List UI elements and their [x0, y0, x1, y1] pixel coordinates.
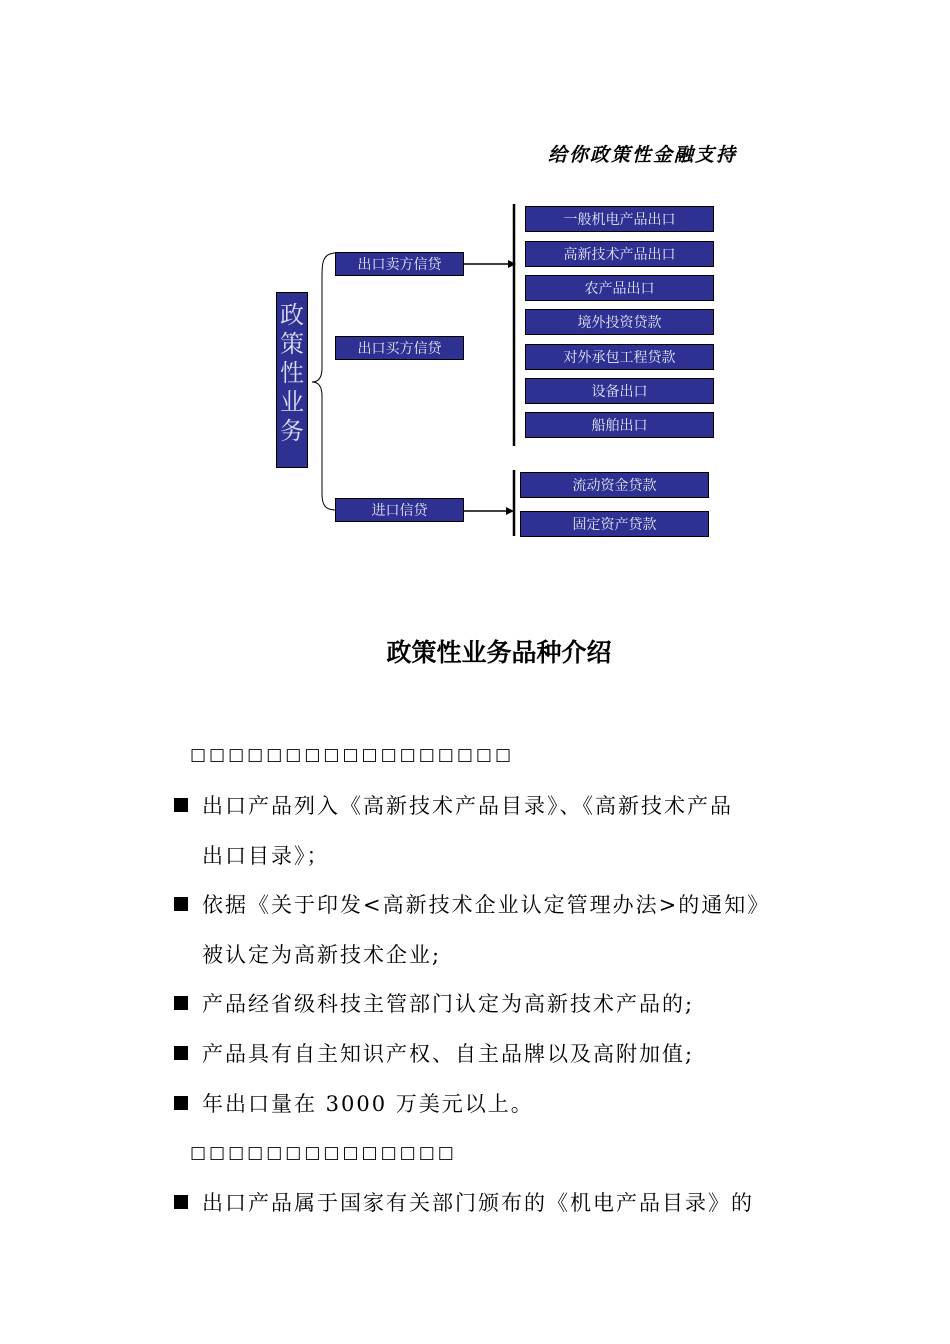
- bullet-square-icon: [174, 1046, 188, 1060]
- bullet-square-icon: [174, 897, 188, 911]
- list-item: 出口产品属于国家有关部门颁布的《机电产品目录》的: [174, 1178, 824, 1228]
- item-overseas-investment-loan: 境外投资贷款: [525, 309, 714, 335]
- item-working-capital-loan: 流动资金贷款: [520, 472, 709, 498]
- root-box-policy-business: 政 策 性 业 务: [276, 292, 308, 468]
- list-item: 产品具有自主知识产权、自主品牌以及高附加值;: [174, 1029, 824, 1079]
- list-item: 依据《关于印发<高新技术企业认定管理办法>的通知》 被认定为高新技术企业;: [174, 880, 824, 980]
- brace-connector: [312, 253, 336, 510]
- item-fixed-asset-loan: 固定资产贷款: [520, 511, 709, 537]
- bullet-square-icon: [174, 996, 188, 1010]
- branch-export-seller-credit: 出口卖方信贷: [335, 252, 464, 276]
- list-item: 年出口量在 3000 万美元以上。: [174, 1079, 824, 1129]
- section1-heading: □□□□□□□□□□□□□□□□□: [190, 745, 515, 765]
- item-ship-export: 船舶出口: [525, 412, 714, 438]
- item-general-electromechanical: 一般机电产品出口: [525, 206, 714, 232]
- header-tagline: 给你政策性金融支持: [548, 144, 738, 166]
- item-overseas-contracting-loan: 对外承包工程贷款: [525, 344, 714, 370]
- bullet-square-icon: [174, 1195, 188, 1209]
- branch-export-buyer-credit: 出口买方信贷: [335, 336, 464, 360]
- item-high-tech-export: 高新技术产品出口: [525, 241, 714, 267]
- document-title: 政策性业务品种介绍: [386, 638, 612, 667]
- list-item: 出口产品列入《高新技术产品目录》、《高新技术产品 出口目录》；: [174, 781, 824, 881]
- list-item: 产品经省级科技主管部门认定为高新技术产品的;: [174, 979, 824, 1029]
- diagram-connectors: [0, 0, 950, 600]
- section2-heading: □□□□□□□□□□□□□□: [190, 1143, 457, 1163]
- item-equipment-export: 设备出口: [525, 378, 714, 404]
- branch-import-credit: 进口信贷: [335, 498, 464, 522]
- item-agricultural-export: 农产品出口: [525, 275, 714, 301]
- bullet-square-icon: [174, 1096, 188, 1110]
- bullet-square-icon: [174, 798, 188, 812]
